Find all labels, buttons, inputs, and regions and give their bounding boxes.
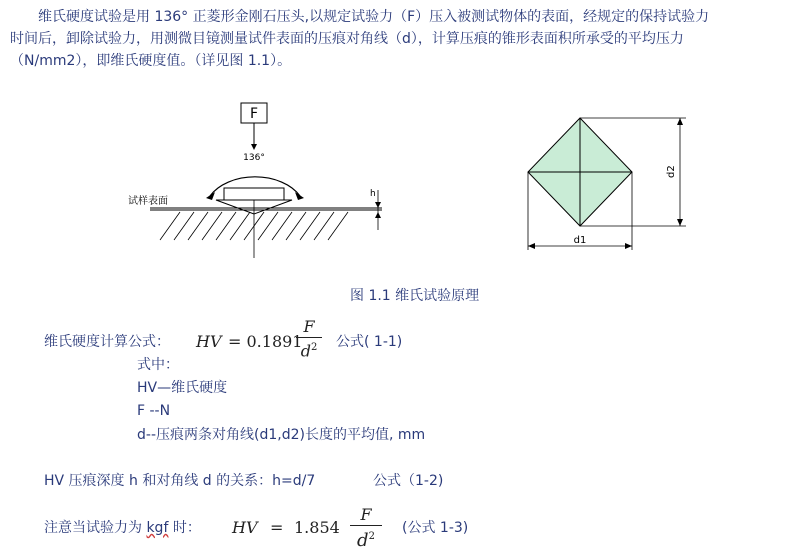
formula1-den-var: d [300, 341, 311, 361]
formula2-bar [350, 525, 382, 526]
formula2-tag: (公式 1-3) [402, 520, 469, 536]
where-item-d: d--压痕两条对角线(d1,d2)长度的平均值, mm [137, 427, 426, 443]
depth-arrow-top [375, 202, 381, 208]
depth-label: h [370, 189, 376, 199]
relation-text: HV 压痕深度 h 和对角线 d 的关系：h=d/7 [44, 473, 316, 489]
formula2-denominator [350, 527, 382, 551]
formula2-prefix [44, 518, 201, 538]
d2-arrow-top [677, 118, 683, 125]
formula2-const: 1.854 [294, 518, 340, 537]
formula2-prefix-b: 时： [168, 520, 201, 536]
d1-arrow-right [625, 243, 632, 249]
intro-line-2: 时间后，卸除试验力，用测微目镜测量试件表面的压痕对角线（d），计算压痕的锥形表面积所承受的平均压力 [10, 31, 684, 47]
formula1-numerator: F [303, 317, 315, 336]
surface-label: 试样表面 [128, 196, 168, 207]
d2-arrow-bottom [677, 219, 683, 226]
arc-arrow-right [295, 192, 304, 200]
formula2-numerator: F [360, 505, 372, 524]
formula2-fraction [350, 506, 382, 551]
formula1-bar [296, 337, 322, 338]
angle-label: 136° [243, 153, 265, 163]
d1-label: d1 [573, 235, 587, 246]
formula2-unit: kgf [146, 520, 169, 536]
formula1-fraction [296, 318, 322, 360]
force-arrowhead [251, 144, 257, 150]
formula1-den-exp: 2 [310, 342, 318, 353]
relation-tag: 公式（1-2) [373, 473, 444, 489]
diamond-diagram [520, 110, 700, 260]
indenter-block [224, 188, 284, 200]
formula2-eq: = [270, 518, 284, 537]
formula2-prefix-a: 注意当试验力为 [44, 520, 147, 536]
formula1-prefix: 维氏硬度计算公式： [44, 334, 170, 350]
formula1-denominator [296, 339, 322, 360]
intro-paragraph [10, 6, 800, 72]
d2-label: d2 [666, 165, 677, 178]
depth-arrow-bottom [375, 212, 381, 218]
arc-arrow-left [206, 192, 215, 200]
where-title: 式中： [137, 357, 179, 373]
indentation-diagram [120, 100, 400, 260]
figure-caption: 图 1.1 维氏试验原理 [350, 288, 480, 304]
formula2-den-exp: 2 [368, 531, 375, 542]
where-item-f: F --N [137, 403, 171, 419]
formula1-lhs: HV [196, 332, 222, 351]
where-item-hv: HV—维氏硬度 [137, 380, 228, 396]
formula2-den-var: d [357, 530, 369, 551]
force-label: F [249, 106, 259, 122]
d1-arrow-left [528, 243, 535, 249]
formula2-lhs: HV [232, 518, 258, 537]
intro-line-3: （N/mm2），即维氏硬度值。（详见图 1.1）。 [10, 53, 292, 69]
formula1-tag: 公式( 1-1) [336, 334, 403, 350]
formula1-const: = 0.1891 [228, 332, 303, 351]
intro-line-1: 维氏硬度试验是用 136° 正菱形金刚石压头,以规定试验力（F）压入被测试物体的表面，经规定的保持试验力 [10, 9, 710, 25]
